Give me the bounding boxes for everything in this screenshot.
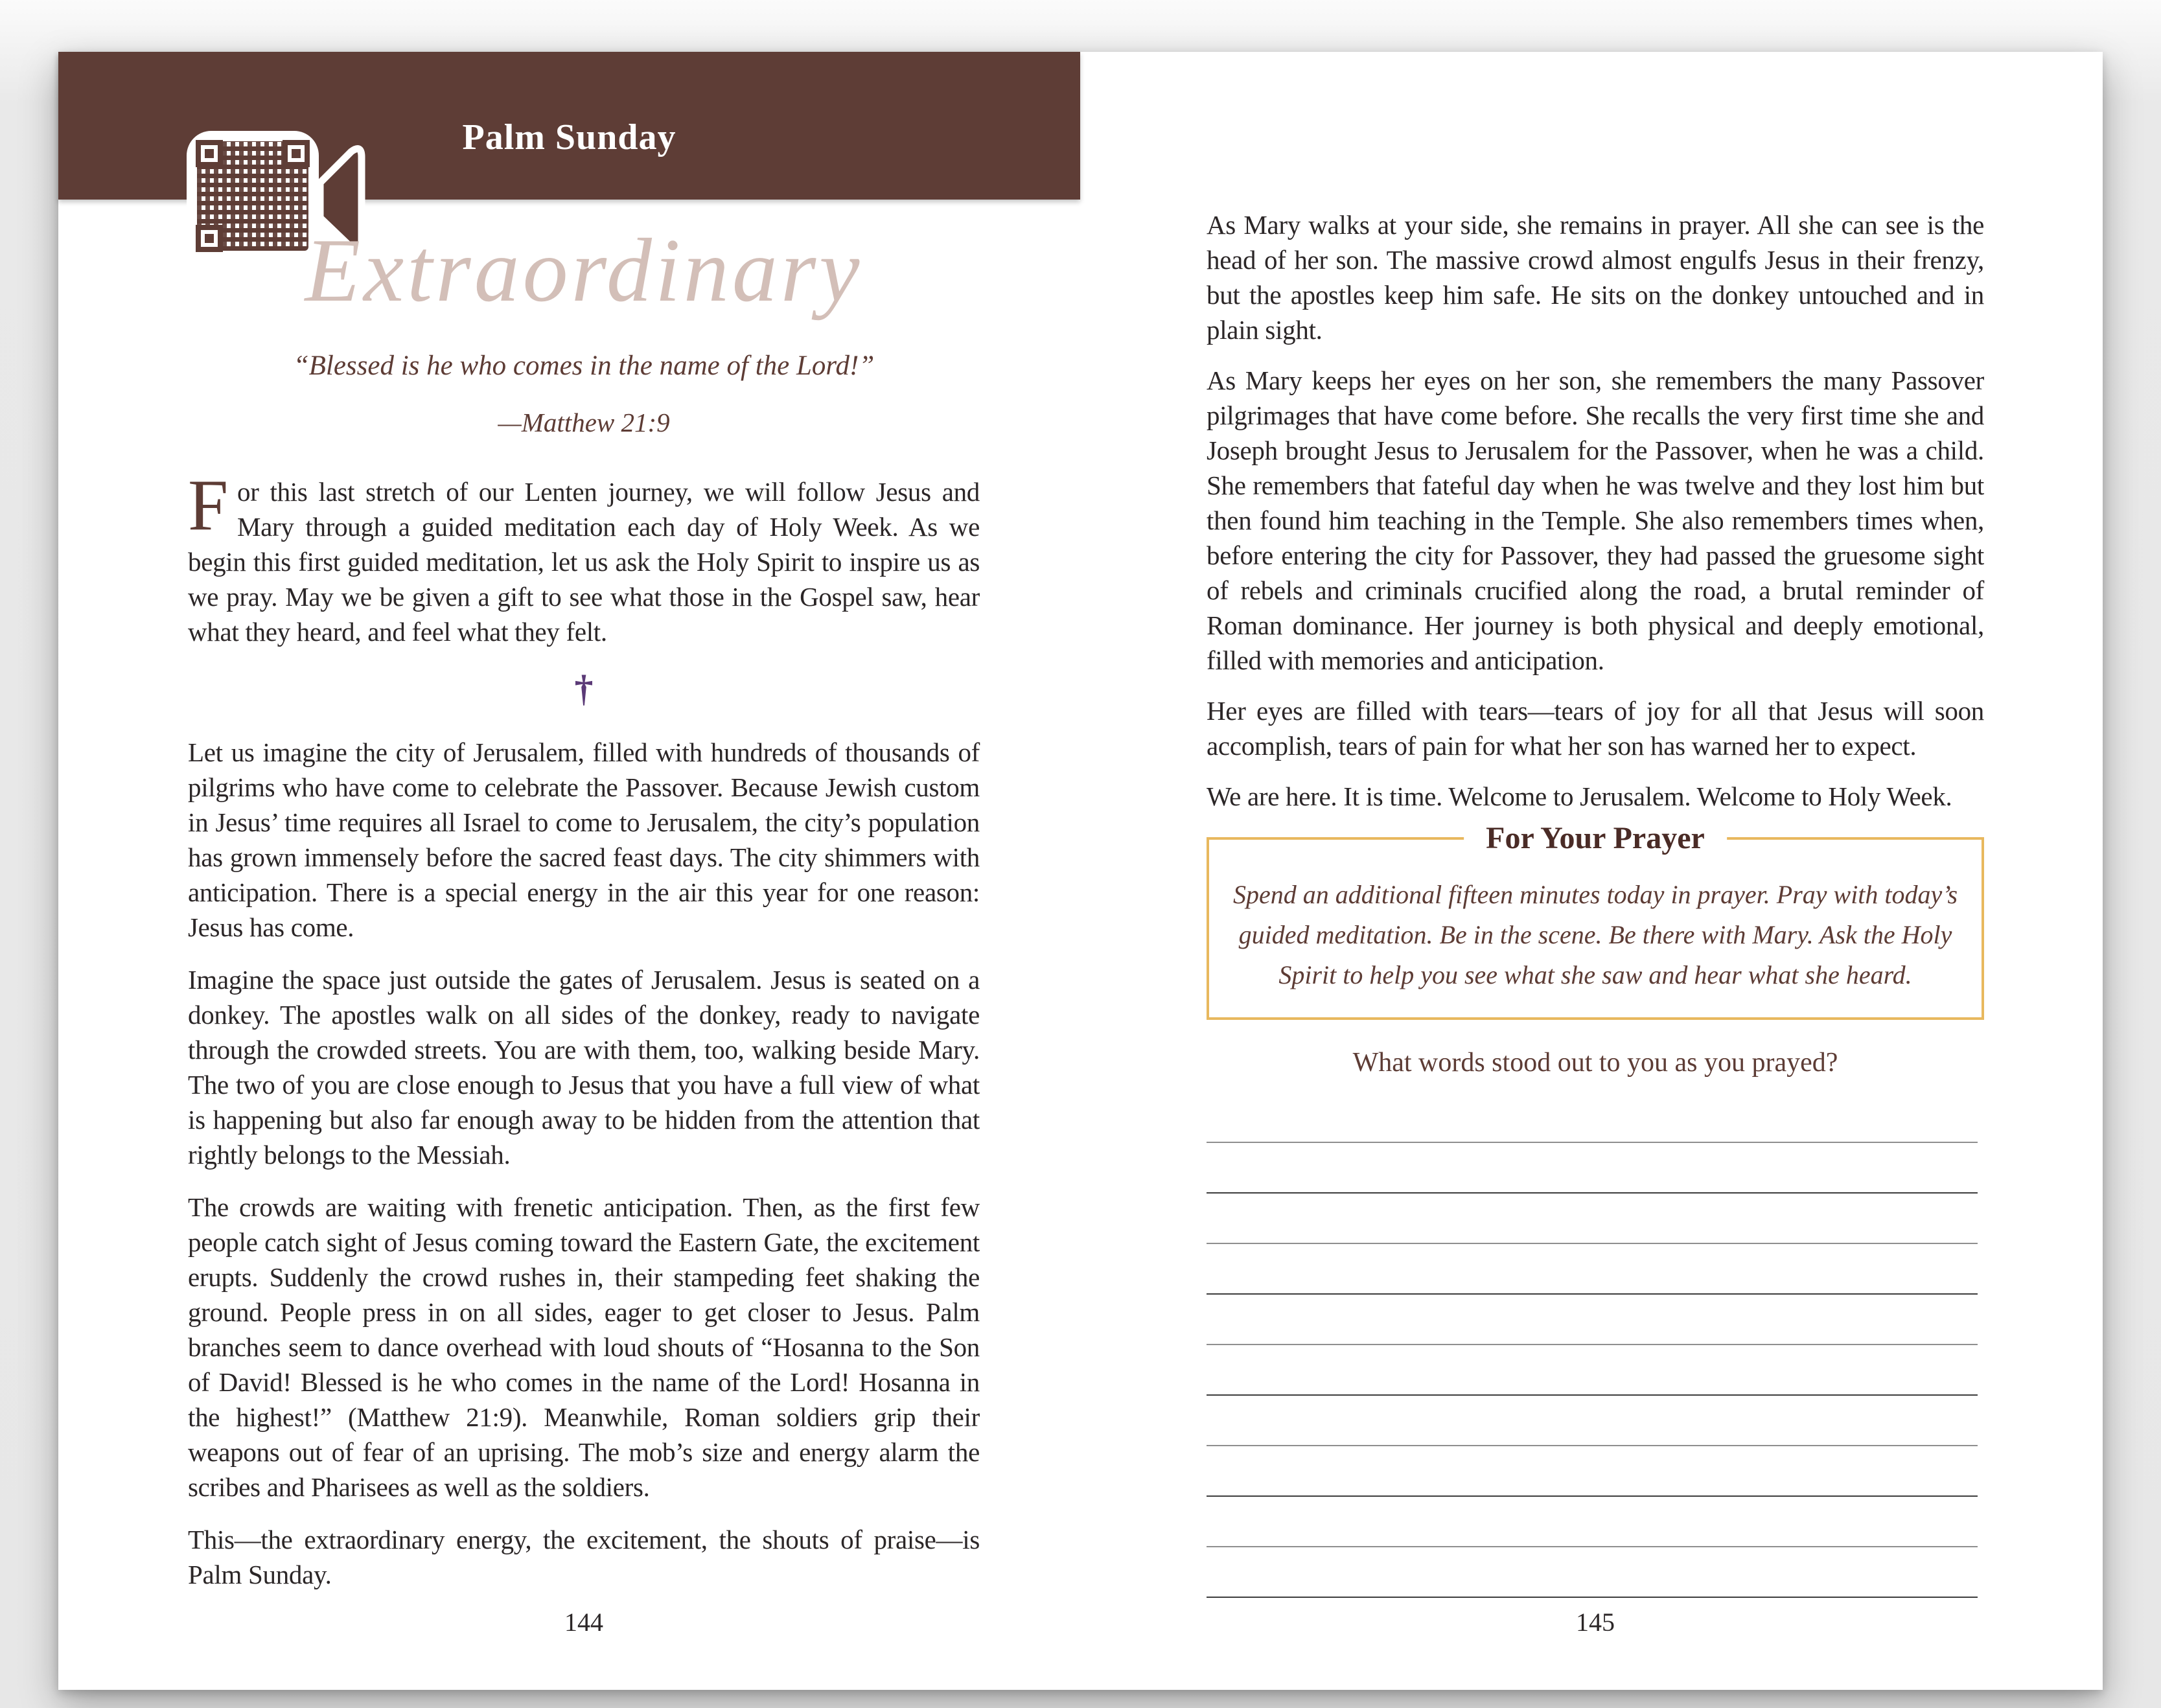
journal-line[interactable] — [1207, 1446, 1978, 1497]
journal-line[interactable] — [1207, 1244, 1978, 1295]
scripture-attribution: —Matthew 21:9 — [498, 408, 670, 437]
scripture-quote: “Blessed is he who comes in the name of the Lord!” — [293, 351, 875, 381]
journal-line[interactable] — [1207, 1092, 1978, 1143]
right-page-column — [1207, 52, 1984, 1598]
journal-question: What words stood out to you as you prayed? — [1352, 1048, 1838, 1078]
journal-line[interactable] — [1207, 1295, 1978, 1345]
paragraph: Let us imagine the city of Jerusalem, filled with hundreds of thousands of pilgrims who have come to celebrate the Passover. Because Jewish custom in Jesus’ time requires all Israel to come to Jerusalem, the city’s population has grown immensely before the sacred feast days. The city shimmers with anticipation. There is a special energy in the air this year for one reason: Jesus has come. — [188, 737, 980, 942]
journal-line[interactable] — [1207, 1547, 1978, 1598]
paragraph: Imagine the space just outside the gates of Jerusalem. Jesus is seated on a donkey. The apostles walk on all sides of the donkey, ready to navigate through the crowded streets. You are with them, too, walking beside Mary. The two of you are close enough to Jesus that you have a full view of what is happening but also far enough away to be hidden from the attention that rightly belongs to the Messiah. — [188, 965, 980, 1170]
book-page-spread — [58, 52, 2103, 1690]
paragraph: The crowds are waiting with frenetic anticipation. Then, as the first few people catch sight of Jesus coming toward the Eastern Gate, the excitement erupts. Suddenly the crowd rushes in, their stampeding feet shaking the ground. People press in on all sides, eager to get closer to Jesus. Palm branches seem to dance overhead with loud shouts of “Hosanna to the Son of David! Blessed is he who comes in the name of the Lord! Hosanna in the highest!” (Matthew 21:9). Meanwhile, Roman soldiers grip their weapons out of fear of an uprising. The mob’s size and energy alarm the scribes and Pharisees as well as the soldiers. — [188, 1192, 980, 1502]
journal-line[interactable] — [1207, 1396, 1978, 1446]
page-number-right: 145 — [1576, 1608, 1615, 1637]
left-page-column — [188, 52, 980, 1592]
drop-cap: F — [188, 465, 228, 546]
journal-line[interactable] — [1207, 1345, 1978, 1396]
for-your-prayer-box — [1207, 820, 1984, 1020]
paragraph — [188, 465, 980, 649]
chapter-title: Palm Sunday — [462, 117, 676, 157]
paragraph-text: or this last stretch of our Lenten journey, we will follow Jesus and Mary through a guided meditation each day of Holy Week. As we begin this first guided meditation, let us ask the Holy Spirit to inspire us as we pray. May we be given a gift to see what those in the Gospel saw, hear what they heard, and feel what they felt. — [188, 477, 980, 647]
journal-lines — [1207, 1092, 1978, 1598]
prayer-box-title: For Your Prayer — [1464, 820, 1727, 856]
paragraph: As Mary walks at your side, she remains in prayer. All she can see is the head of her son. The massive crowd almost engulfs Jesus in their frenzy, but the apostles keep him safe. He sits on the donkey untouched and in plain sight. — [1207, 210, 1984, 345]
prayer-box-text: Spend an additional fifteen minutes today in prayer. Pray with today’s guided meditation. Be in the scene. Be there with Mary. Ask the Holy Spirit to help you see what she saw and hear what she heard. — [1232, 880, 1958, 989]
journal-line[interactable] — [1207, 1194, 1978, 1244]
page-number-left: 144 — [564, 1608, 603, 1637]
paragraph: Her eyes are filled with tears—tears of joy for all that Jesus will soon accomplish, tears of pain for what her son has warned her to expect. — [1207, 696, 1984, 761]
paragraph: This—the extraordinary energy, the excitement, the shouts of praise—is Palm Sunday. — [188, 1525, 980, 1589]
journal-line[interactable] — [1207, 1143, 1978, 1194]
paragraph: As Mary keeps her eyes on her son, she remembers the many Passover pilgrimages that have come before. She recalls the very first time she and Joseph brought Jesus to Jerusalem for the Passover, when he was a child. She remembers that fateful day when he was twelve and they lost him but then found him teaching in the Temple. She also remembers times when, before entering the city for Passover, they had passed the gruesome sight of rebels and criminals crucified along the road, a brutal reminder of Roman dominance. Her journey is both physical and deeply emotional, filled with memories and anticipation. — [1207, 365, 1984, 675]
meditation-title: Extraordinary — [305, 220, 863, 321]
journal-line[interactable] — [1207, 1497, 1978, 1547]
cross-divider-icon: † — [574, 667, 594, 710]
paragraph: We are here. It is time. Welcome to Jerusalem. Welcome to Holy Week. — [1207, 781, 1952, 811]
